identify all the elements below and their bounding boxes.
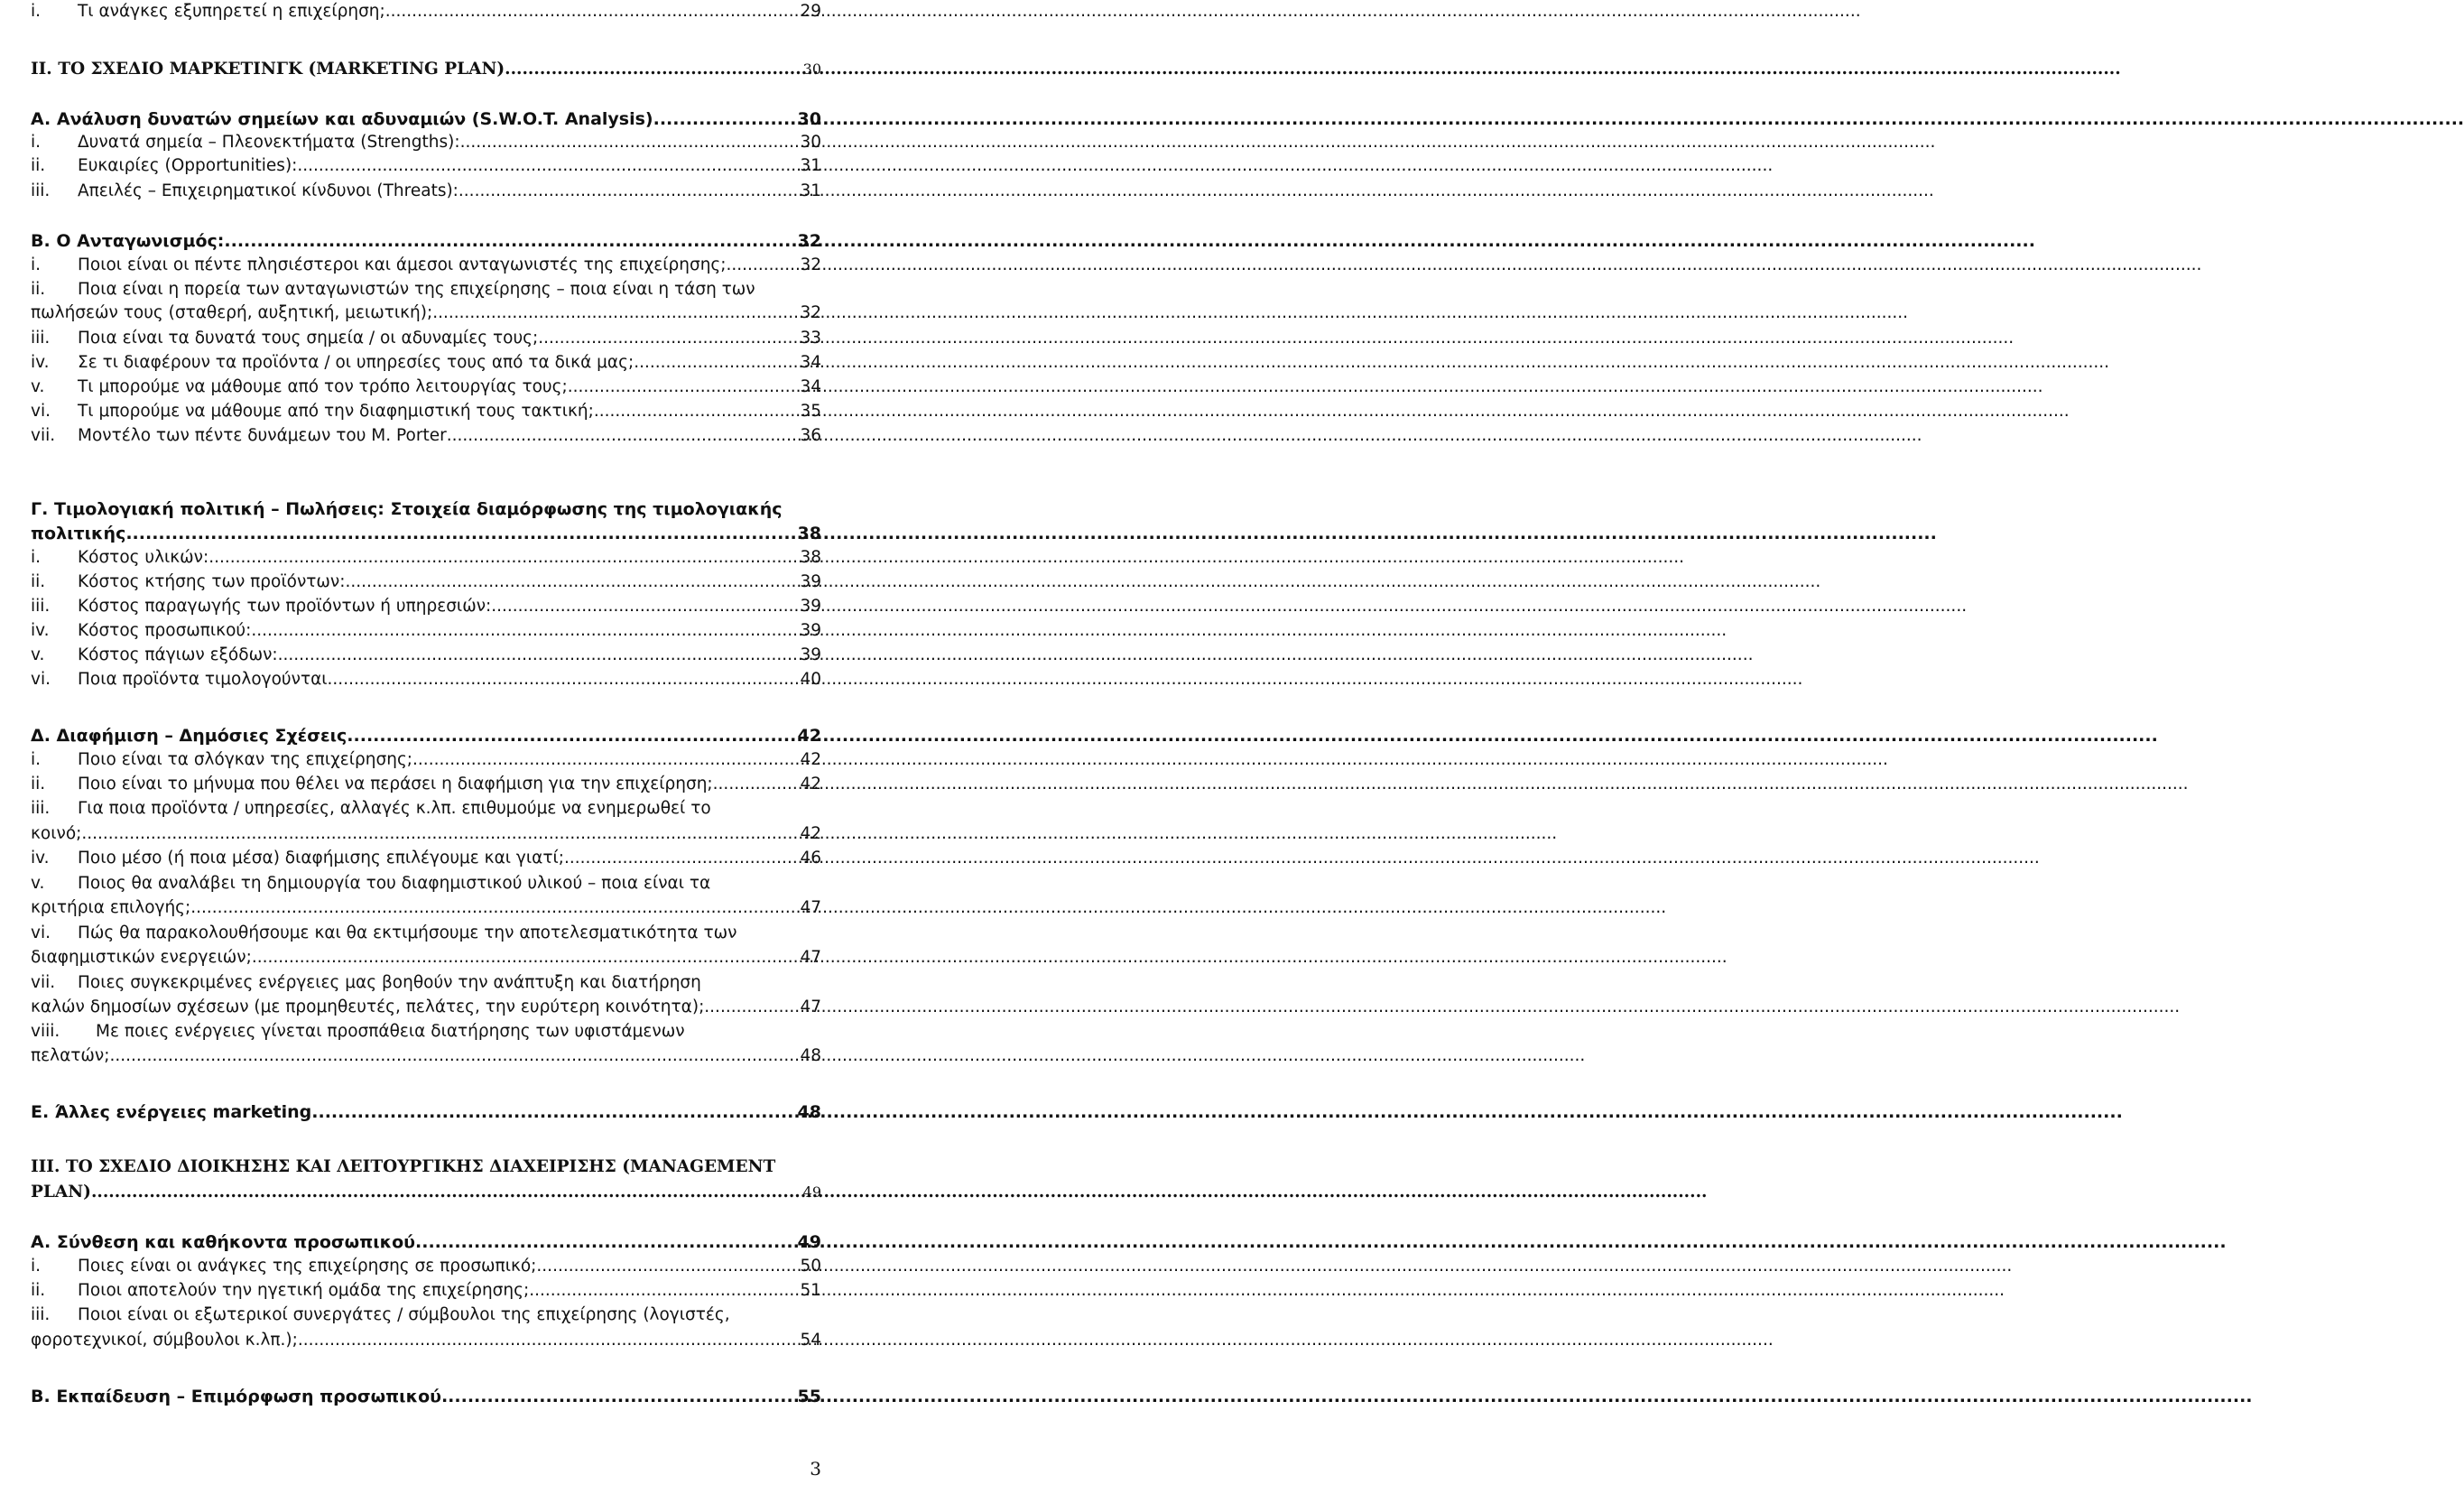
entry-title: Ευκαιρίες (Opportunities): xyxy=(78,156,298,175)
entry-title: Πώς θα παρακολουθήσουμε και θα εκτιμήσουμε την αποτελεσματικότητα των xyxy=(78,923,737,942)
toc-entry[interactable] xyxy=(31,619,821,643)
entry-number: ii. xyxy=(31,1281,46,1300)
toc-entry[interactable] xyxy=(31,400,821,423)
leader-dots xyxy=(385,0,799,23)
leader-dots xyxy=(564,847,799,870)
entry-title: Ποιες είναι οι ανάγκες της επιχείρησης σε προσωπικό; xyxy=(78,1257,537,1276)
entry-title: Ποιες συγκεκριμένες ενέργειες μας βοηθούν την ανάπτυξη και διατήρηση xyxy=(78,973,701,992)
entry-number: viii. xyxy=(31,1022,60,1041)
leader-dots xyxy=(278,644,799,667)
entry-title: Ποια προϊόντα τιμολογούνται xyxy=(78,670,328,689)
entry-number: ii. xyxy=(31,280,46,299)
entry-page: 39 xyxy=(800,645,821,664)
entry-title: Τι μπορούμε να μάθουμε από την διαφημιστική τους τακτική; xyxy=(78,402,594,421)
entry-title: Κόστος πάγιων εξόδων: xyxy=(78,645,278,664)
toc-entry-first-line[interactable] xyxy=(31,922,821,945)
leader-dots xyxy=(704,996,798,1019)
leader-dots xyxy=(713,773,799,796)
leader-dots xyxy=(311,1100,795,1124)
entry-page: 48 xyxy=(800,1046,821,1065)
entry-page: 36 xyxy=(800,426,821,445)
toc-entry[interactable] xyxy=(31,822,821,846)
entry-title: Με ποιες ενέργειες γίνεται προσπάθεια διατήρησης των υφιστάμενων xyxy=(96,1022,685,1041)
toc-entry[interactable] xyxy=(31,302,821,325)
entry-number: i. xyxy=(31,1257,42,1276)
entry-page: 32 xyxy=(797,231,821,251)
leader-dots xyxy=(109,1044,798,1068)
leader-dots xyxy=(538,327,798,350)
entry-page: 48 xyxy=(797,1102,821,1122)
leader-dots xyxy=(190,896,798,920)
leader-dots xyxy=(447,424,799,448)
section-title: E. Άλλες ενέργειες marketing xyxy=(31,1102,312,1122)
section-title: B. O Ανταγωνισμός: xyxy=(31,231,225,251)
leader-dots xyxy=(536,1255,798,1278)
entry-page: 34 xyxy=(800,353,821,372)
section-title: Γ. Τιμολογιακή πολιτική – Πωλήσεις: Στοιχεία διαμόρφωσης της τιμολογιακής xyxy=(31,499,783,519)
toc-entry[interactable] xyxy=(31,847,821,870)
toc-section[interactable] xyxy=(31,1230,821,1254)
toc-entry-first-line[interactable] xyxy=(31,278,821,302)
leader-dots xyxy=(441,1385,796,1408)
toc-section[interactable] xyxy=(31,1385,821,1408)
entry-title: Ποιος θα αναλάβει τη δημιουργία του διαφημιστικού υλικού – ποια είναι τα xyxy=(78,874,711,893)
toc-entry-first-line[interactable] xyxy=(31,971,821,995)
toc-chapter[interactable] xyxy=(31,58,821,81)
entry-number: v. xyxy=(31,377,45,396)
entry-number: i. xyxy=(31,255,42,274)
entry-page: 47 xyxy=(800,898,821,917)
toc-entry[interactable] xyxy=(31,668,821,691)
entry-title-cont: κριτήρια επιλογής; xyxy=(31,898,191,917)
entry-title-cont: πελατών; xyxy=(31,1046,110,1065)
toc-entry[interactable] xyxy=(31,773,821,796)
entry-page: 42 xyxy=(800,824,821,843)
leader-dots xyxy=(328,668,799,691)
leader-dots xyxy=(208,546,798,570)
entry-number: iii. xyxy=(31,799,51,818)
leader-dots xyxy=(91,1181,801,1204)
toc-section[interactable] xyxy=(31,229,821,253)
entry-page: 50 xyxy=(800,1257,821,1276)
toc-entry[interactable] xyxy=(31,1255,821,1278)
entry-title: Μοντέλο των πέντε δυνάμεων του Μ. Porter xyxy=(78,426,447,445)
toc-section-first-line[interactable] xyxy=(31,497,821,521)
entry-number: iii. xyxy=(31,597,51,616)
toc-entry[interactable] xyxy=(31,180,821,203)
entry-title: Ποια είναι τα δυνατά τους σημεία / οι αδυναμίες τους; xyxy=(78,329,539,348)
toc-entry[interactable] xyxy=(31,1279,821,1303)
toc-section[interactable] xyxy=(31,522,821,545)
entry-number: vii. xyxy=(31,973,56,992)
entry-title: Κόστος παραγωγής των προϊόντων ή υπηρεσιών: xyxy=(78,597,492,616)
leader-dots xyxy=(460,131,799,154)
leader-dots xyxy=(415,1230,796,1254)
entry-number: i. xyxy=(31,750,42,769)
leader-dots xyxy=(345,571,798,594)
entry-page: 39 xyxy=(800,597,821,616)
entry-title-cont: καλών δημοσίων σχέσεων (με προμηθευτές, πελάτες, την ευρύτερη κοινότητα); xyxy=(31,998,705,1016)
entry-title-cont: φοροτεχνικοί, σύμβουλοι κ.λπ.); xyxy=(31,1331,298,1350)
leader-dots xyxy=(251,619,798,643)
toc-chapter[interactable] xyxy=(31,1181,821,1204)
toc-entry-first-line[interactable] xyxy=(31,1020,821,1044)
toc-entry[interactable] xyxy=(31,946,821,970)
entry-page: 42 xyxy=(800,775,821,793)
entry-title: Ποια είναι η πορεία των ανταγωνιστών της επιχείρησης – ποια είναι η τάση των xyxy=(78,280,755,299)
toc-entry[interactable] xyxy=(31,571,821,594)
entry-number: vii. xyxy=(31,426,56,445)
entry-page: 31 xyxy=(800,181,821,200)
entry-title: Ποιοι είναι οι εξωτερικοί συνεργάτες / σύμβουλοι της επιχείρησης (λογιστές, xyxy=(78,1305,730,1324)
leader-dots xyxy=(491,595,798,618)
entry-page: 29 xyxy=(800,2,821,21)
entry-title-cont: πωλήσεών τους (σταθερή, αυξητική, μειωτική); xyxy=(31,303,433,322)
entry-number: iv. xyxy=(31,621,50,640)
leader-dots xyxy=(727,254,799,277)
entry-page: 30 xyxy=(802,60,821,78)
entry-number: iii. xyxy=(31,181,51,200)
chapter-title: III. ΤΟ ΣΧΕΔΙΟ ΔΙΟΙΚΗΣΗΣ ΚΑΙ ΛΕΙΤΟΥΡΓΙΚΗΣ ΔΙΑΧΕΙΡΙΣΗΣ (MANAGEMENT xyxy=(31,1157,776,1176)
toc-entry[interactable] xyxy=(31,351,821,375)
section-title-cont: πολιτικής xyxy=(31,524,126,543)
entry-page: 39 xyxy=(800,621,821,640)
page-number: 3 xyxy=(810,1458,821,1480)
entry-page: 55 xyxy=(797,1387,821,1406)
toc-entry[interactable] xyxy=(31,254,821,277)
entry-title: Σε τι διαφέρουν τα προϊόντα / οι υπηρεσίες τους από τα δικά μας; xyxy=(78,353,635,372)
section-title: A. Ανάλυση δυνατών σημείων και αδυναμιών (S.W.O.T. Analysis) xyxy=(31,109,653,129)
chapter-title-cont: PLAN) xyxy=(31,1183,91,1202)
toc-entry-first-line[interactable] xyxy=(31,797,821,821)
leader-dots xyxy=(81,822,798,846)
leader-dots xyxy=(125,522,795,545)
toc-entry-first-line[interactable] xyxy=(31,1304,821,1327)
leader-dots xyxy=(568,376,799,399)
section-title: Δ. Διαφήμιση – Δημόσιες Σχέσεις xyxy=(31,726,347,746)
toc-entry-first-line[interactable] xyxy=(31,872,821,895)
entry-title: Απειλές – Επιχειρηματικοί κίνδυνοι (Threats): xyxy=(78,181,459,200)
entry-number: v. xyxy=(31,874,45,893)
entry-page: 42 xyxy=(797,726,821,746)
entry-page: 54 xyxy=(800,1331,821,1350)
toc-entry[interactable] xyxy=(31,327,821,350)
entry-title-cont: κοινό; xyxy=(31,824,82,843)
entry-page: 39 xyxy=(800,572,821,591)
entry-title: Ποιο μέσο (ή ποια μέσα) διαφήμισης επιλέγουμε και γιατί; xyxy=(78,849,564,868)
entry-title: Ποιοι είναι οι πέντε πλησιέστεροι και άμεσοι ανταγωνιστές της επιχείρησης; xyxy=(78,255,727,274)
entry-number: i. xyxy=(31,2,42,21)
entry-title: Δυνατά σημεία – Πλεονεκτήματα (Strengths): xyxy=(78,133,460,152)
entry-page: 47 xyxy=(800,998,821,1016)
toc-entry[interactable] xyxy=(31,154,821,178)
leader-dots xyxy=(432,302,798,325)
toc-entry[interactable] xyxy=(31,996,821,1019)
entry-page: 34 xyxy=(800,377,821,396)
entry-title: Ποιοι αποτελούν την ηγετική ομάδα της επιχείρησης; xyxy=(78,1281,530,1300)
toc-entry[interactable] xyxy=(31,644,821,667)
leader-dots xyxy=(252,946,799,970)
entry-number: vi. xyxy=(31,402,51,421)
toc-entry[interactable] xyxy=(31,131,821,154)
entry-number: v. xyxy=(31,645,45,664)
toc-section[interactable] xyxy=(31,107,821,131)
entry-title: Ποιο είναι τα σλόγκαν της επιχείρησης; xyxy=(78,750,413,769)
leader-dots xyxy=(347,724,795,747)
entry-page: 46 xyxy=(800,849,821,868)
toc-chapter-first-line[interactable] xyxy=(31,1155,821,1179)
section-title: B. Εκπαίδευση – Επιμόρφωση προσωπικού xyxy=(31,1387,441,1406)
entry-page: 38 xyxy=(800,548,821,567)
leader-dots xyxy=(529,1279,798,1303)
entry-number: i. xyxy=(31,133,42,152)
entry-title-cont: διαφημιστικών ενεργειών; xyxy=(31,948,252,967)
entry-page: 32 xyxy=(800,303,821,322)
toc-entry[interactable] xyxy=(31,376,821,399)
entry-number: iv. xyxy=(31,849,50,868)
toc-section[interactable] xyxy=(31,1100,821,1124)
entry-page: 32 xyxy=(800,255,821,274)
toc-entry[interactable] xyxy=(31,748,821,772)
entry-page: 47 xyxy=(800,948,821,967)
entry-page: 35 xyxy=(800,402,821,421)
entry-page: 31 xyxy=(800,156,821,175)
entry-number: ii. xyxy=(31,572,46,591)
entry-page: 30 xyxy=(800,133,821,152)
entry-page: 51 xyxy=(800,1281,821,1300)
entry-number: ii. xyxy=(31,775,46,793)
leader-dots xyxy=(505,58,801,81)
entry-page: 42 xyxy=(800,750,821,769)
entry-page: 49 xyxy=(802,1183,821,1201)
entry-page: 40 xyxy=(800,670,821,689)
entry-title: Κόστος υλικών: xyxy=(78,548,209,567)
leader-dots xyxy=(634,351,798,375)
toc-entry[interactable] xyxy=(31,546,821,570)
entry-title: Τι μπορούμε να μάθουμε από τον τρόπο λειτουργίας τους; xyxy=(78,377,568,396)
entry-number: ii. xyxy=(31,156,46,175)
leader-dots xyxy=(653,107,796,131)
entry-page: 33 xyxy=(800,329,821,348)
entry-number: iv. xyxy=(31,353,50,372)
entry-number: iii. xyxy=(31,1305,51,1324)
entry-title: Ποιο είναι το μήνυμα που θέλει να περάσει η διαφήμιση για την επιχείρηση; xyxy=(78,775,713,793)
entry-page: 30 xyxy=(797,109,821,129)
entry-number: iii. xyxy=(31,329,51,348)
toc-entry[interactable] xyxy=(31,1044,821,1068)
chapter-title: II. ΤΟ ΣΧΕΔΙΟ ΜΑΡΚΕΤΙΝΓΚ (MARKETING PLAN) xyxy=(31,60,505,79)
entry-title: Τι ανάγκες εξυπηρετεί η επιχείρηση; xyxy=(78,2,385,21)
entry-number: vi. xyxy=(31,923,51,942)
leader-dots xyxy=(459,180,799,203)
entry-page: 38 xyxy=(797,524,821,543)
leader-dots xyxy=(224,229,795,253)
leader-dots xyxy=(594,400,799,423)
leader-dots xyxy=(412,748,798,772)
toc-entry[interactable] xyxy=(31,0,821,23)
entry-title: Για ποια προϊόντα / υπηρεσίες, αλλαγές κ.λπ. επιθυμούμε να ενημερωθεί το xyxy=(78,799,711,818)
entry-page: 49 xyxy=(797,1232,821,1252)
entry-number: i. xyxy=(31,548,42,567)
entry-number: vi. xyxy=(31,670,51,689)
toc-entry[interactable] xyxy=(31,595,821,618)
entry-title: Κόστος προσωπικού: xyxy=(78,621,252,640)
toc-section[interactable] xyxy=(31,724,821,747)
section-title: A. Σύνθεση και καθήκοντα προσωπικού xyxy=(31,1232,416,1252)
toc-entry[interactable] xyxy=(31,896,821,920)
leader-dots xyxy=(298,1329,799,1352)
toc-entry[interactable] xyxy=(31,1329,821,1352)
toc-entry[interactable] xyxy=(31,424,821,448)
leader-dots xyxy=(297,154,798,178)
entry-title: Κόστος κτήσης των προϊόντων: xyxy=(78,572,346,591)
